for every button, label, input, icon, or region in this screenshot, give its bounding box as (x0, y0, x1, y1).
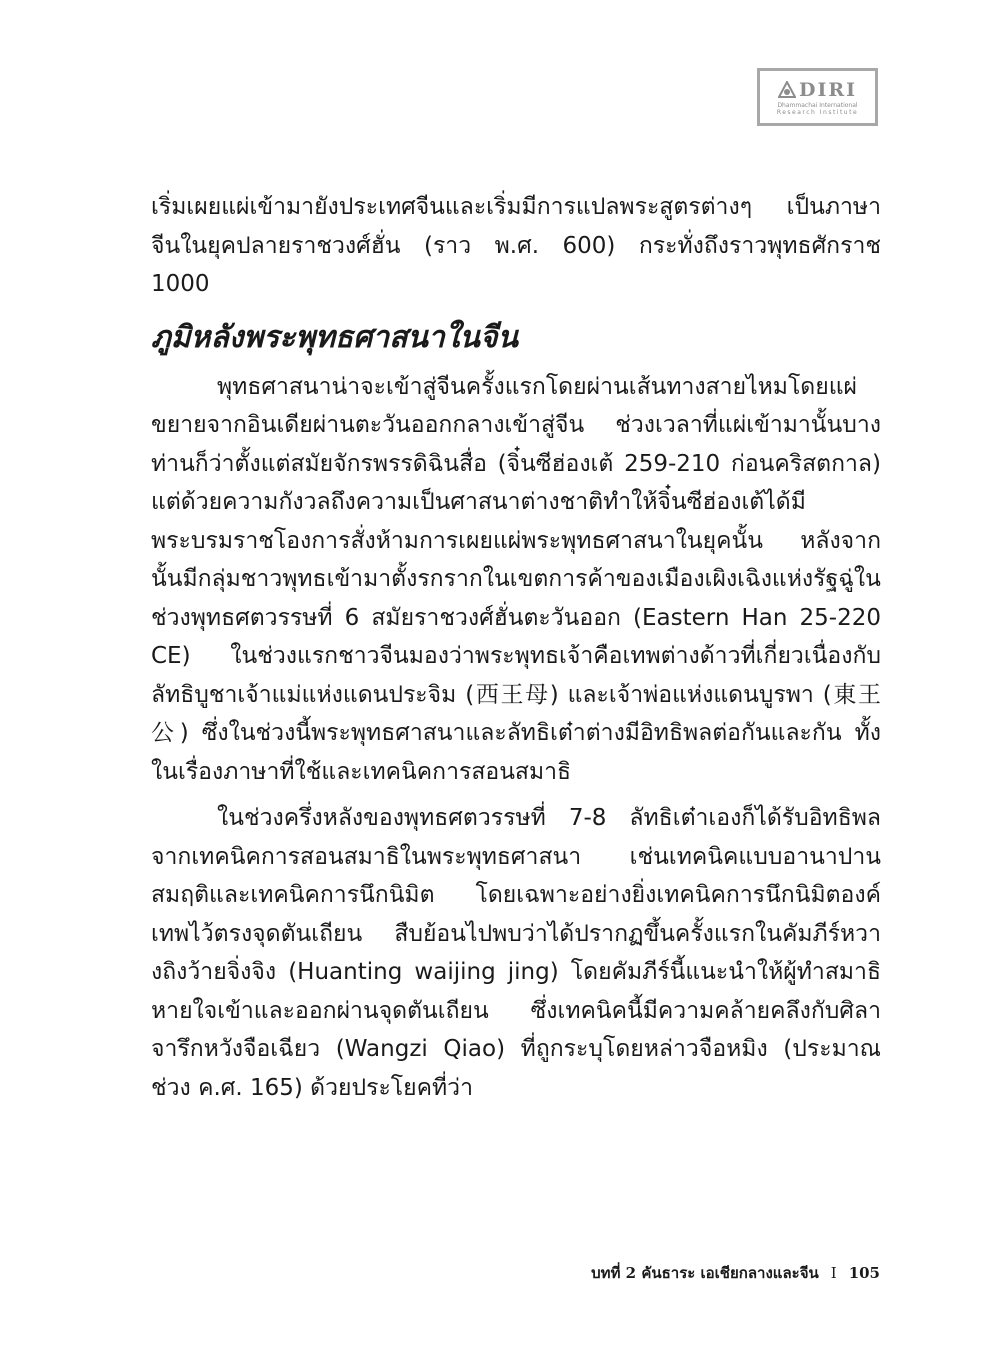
paragraph-taoism-influence: ในช่วงครึ่งหลังของพุทธศตวรรษที่ 7-8 ลัทธิเต๋าเองก็ได้รับอิทธิพลจากเทคนิคการสอนสมาธิในพระพุทธศาสนา เช่นเทคนิคแบบอานาปานสมฤติและเทคนิคการนึกนิมิต โดยเฉพาะอย่างยิ่งเทคนิคการนึกนิมิตองค์เทพไว้ตรงจุดตันเถียน สืบย้อนไปพบว่าได้ปรากฏขึ้นครั้งแรกในคัมภีร์หวางถิงว้ายจิ่งจิง (Huanting waijing jing) โดยคัมภีร์นี้แนะนำให้ผู้ทำสมาธิหายใจเข้าและออกผ่านจุดตันเถียน ซึ่งเทคนิคนี้มีความคล้ายคลึงกับศิลาจารึกหวังจือเฉียว (Wangzi Qiao) ที่ถูกระบุโดยหล่าวจือหมิง (ประมาณช่วง ค.ศ. 165) ด้วยประโยคที่ว่า (151, 805, 881, 1101)
logo-subtitle-line1: Dhammachai International (777, 101, 858, 109)
section-heading: ภูมิหลังพระพุทธศาสนาในจีน (151, 319, 519, 355)
logo-subtitle-line2: Research Institute (776, 108, 859, 116)
page-content (151, 188, 881, 1107)
paragraph-intro: เริ่มเผยแผ่เข้ามายังประเทศจีนและเริ่มมีการแปลพระสูตรต่างๆ เป็นภาษาจีนในยุคปลายราชวงศ์ฮั่น (ราว พ.ศ. 600) กระทั่งถึงราวพุทธศักราช 1000 (151, 194, 881, 297)
diri-logo (757, 68, 878, 126)
paragraph-gap (151, 791, 881, 799)
page-footer (500, 1261, 880, 1285)
paragraph-background: พุทธศาสนาน่าจะเข้าสู่จีนครั้งแรกโดยผ่านเส้นทางสายไหมโดยแผ่ขยายจากอินเดียผ่านตะวันออกกลางเข้าสู่จีน ช่วงเวลาที่แผ่เข้ามานั้นบางท่านก็ว่าตั้งแต่สมัยจักรพรรดิฉินสื่อ (จิ๋นซีฮ่องเต้ 259-210 ก่อนคริสตกาล) แต่ด้วยความกังวลถึงความเป็นศาสนาต่างชาติทำให้จิ๋นซีฮ่องเต้ได้มีพระบรมราชโองการสั่งห้ามการเผยแผ่พระพุทธศาสนาในยุคนั้น หลังจากนั้นมีกลุ่มชาวพุทธเข้ามาตั้งรกรากในเขตการค้าของเมืองเผิงเฉิงแห่งรัฐฉู่ในช่วงพุทธศตวรรษที่ 6 สมัยราชวงศ์ฮั่นตะวันออก (Eastern Han 25-220 CE) ในช่วงแรกชาวจีนมองว่าพระพุทธเจ้าคือเทพต่างด้าวที่เกี่ยวเนื่องกับลัทธิบูชาเจ้าแม่แห่งแดนประจิม (西王母) และเจ้าพ่อแห่งแดนบูรพา (東王公) ซึ่งในช่วงนี้พระพุทธศาสนาและลัทธิเต๋าต่างมีอิทธิพลต่อกันและกัน ทั้งในเรื่องภาษาที่ใช้และเทคนิคการสอนสมาธิ (151, 373, 881, 785)
footer-chapter-title: บทที่ 2 คันธาระ เอเชียกลางและจีน (591, 1264, 819, 1282)
dhammachai-emblem-icon (778, 81, 796, 99)
footer-separator: I (830, 1264, 837, 1282)
logo-top-row (778, 79, 857, 101)
page-number: 105 (848, 1264, 880, 1282)
logo-text: DIRI (798, 78, 858, 101)
